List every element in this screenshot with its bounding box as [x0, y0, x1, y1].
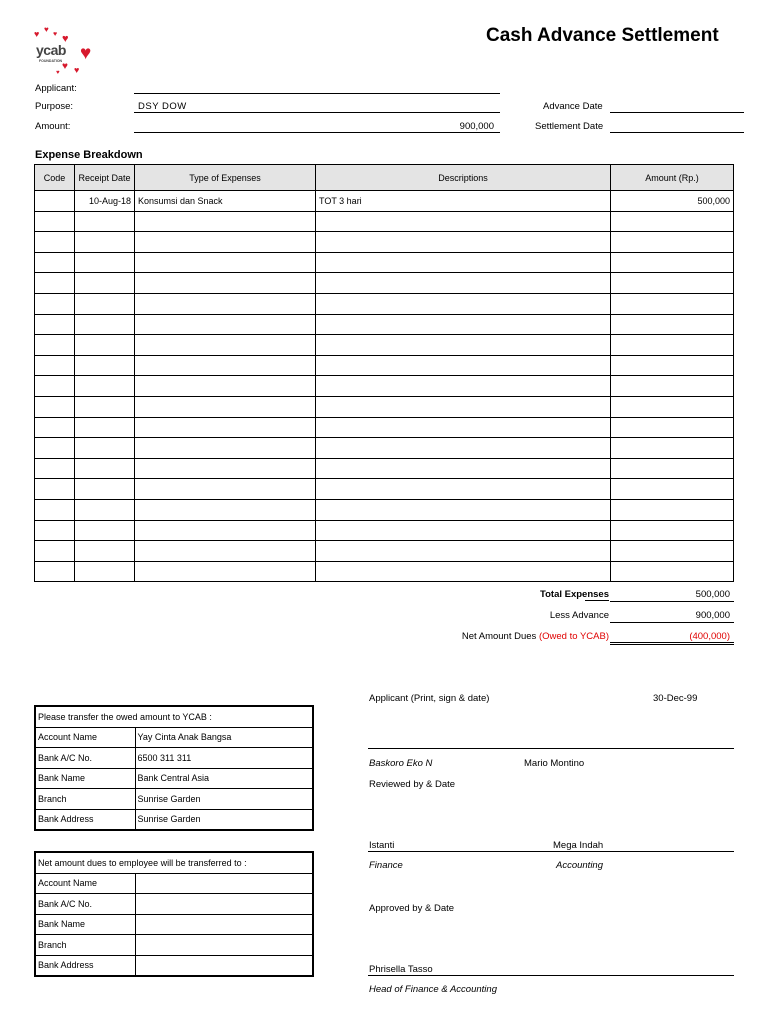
reviewer-1-name: Istanti [369, 840, 395, 851]
approved-label: Approved by & Date [369, 903, 455, 914]
receipt-date-cell[interactable] [75, 273, 135, 294]
advance-date-line [610, 112, 744, 113]
less-advance-line [610, 622, 734, 623]
ycab-transfer-value[interactable]: Bank Central Asia [135, 768, 313, 789]
type-cell[interactable] [135, 293, 316, 314]
expense-row [35, 520, 734, 541]
expense-row [35, 541, 734, 562]
amount-cell[interactable] [611, 396, 734, 417]
description-cell[interactable] [316, 458, 611, 479]
employee-transfer-label: Bank A/C No. [35, 894, 135, 915]
receipt-date-cell[interactable] [75, 314, 135, 335]
type-cell[interactable] [135, 211, 316, 232]
type-cell[interactable] [135, 438, 316, 459]
less-advance-label: Less Advance [549, 610, 609, 621]
expense-table-header [35, 165, 734, 191]
receipt-date-cell[interactable] [75, 479, 135, 500]
amount-line [134, 132, 500, 133]
type-cell[interactable]: Konsumsi dan Snack [135, 191, 316, 212]
heart-icon: ♥ [56, 70, 60, 76]
expense-row [35, 211, 734, 232]
receipt-date-cell[interactable] [75, 355, 135, 376]
amount-cell[interactable] [611, 273, 734, 294]
advance-date-label: Advance Date [543, 101, 603, 112]
net-amount-note: (Owed to YCAB) [538, 631, 609, 642]
receipt-date-cell[interactable] [75, 396, 135, 417]
type-cell[interactable] [135, 417, 316, 438]
net-amount-value: (400,000) [689, 631, 730, 642]
description-cell[interactable] [316, 479, 611, 500]
employee-transfer-row [35, 914, 313, 935]
code-cell[interactable] [35, 520, 75, 541]
heart-icon: ♥ [44, 25, 49, 34]
amount-cell[interactable] [611, 541, 734, 562]
receipt-date-cell[interactable] [75, 438, 135, 459]
expense-row [35, 376, 734, 397]
description-cell[interactable] [316, 355, 611, 376]
applicant-sign-line [368, 748, 734, 749]
amount-cell[interactable] [611, 314, 734, 335]
amount-cell[interactable] [611, 211, 734, 232]
code-cell[interactable] [35, 273, 75, 294]
heart-icon: ♥ [34, 29, 40, 39]
receipt-date-cell[interactable] [75, 520, 135, 541]
description-cell[interactable] [316, 335, 611, 356]
employee-transfer-value[interactable] [135, 935, 313, 956]
amount-cell[interactable] [611, 293, 734, 314]
expense-row [35, 232, 734, 253]
ycab-transfer-row [35, 809, 313, 830]
total-expenses-label: Total Expenses [540, 589, 609, 600]
code-cell[interactable] [35, 252, 75, 273]
total-underline [585, 600, 609, 601]
logo-subtext: FOUNDATION [39, 59, 63, 63]
ycab-transfer-table [34, 705, 314, 831]
type-cell[interactable] [135, 335, 316, 356]
employee-transfer-label: Branch [35, 935, 135, 956]
type-cell[interactable] [135, 499, 316, 520]
description-cell[interactable] [316, 252, 611, 273]
page-title: Cash Advance Settlement [486, 25, 719, 46]
expense-row [35, 293, 734, 314]
type-cell[interactable] [135, 273, 316, 294]
reviewed-label: Reviewed by & Date [369, 779, 456, 790]
type-cell[interactable] [135, 396, 316, 417]
employee-transfer-value[interactable] [135, 873, 313, 894]
net-amount-label: Net Amount Dues [461, 631, 537, 642]
description-cell[interactable] [316, 541, 611, 562]
applicant-label: Applicant: [35, 83, 77, 94]
code-cell[interactable] [35, 191, 75, 212]
ycab-transfer-label: Branch [35, 789, 135, 810]
ycab-transfer-value[interactable]: Sunrise Garden [135, 789, 313, 810]
description-cell[interactable]: TOT 3 hari [316, 191, 611, 212]
receipt-date-cell[interactable] [75, 458, 135, 479]
heart-icon: ♥ [62, 33, 69, 45]
ycab-transfer-label: Bank Address [35, 809, 135, 830]
type-cell[interactable] [135, 252, 316, 273]
col-header-amount: Amount (Rp.) [611, 165, 734, 191]
description-cell[interactable] [316, 211, 611, 232]
amount-field[interactable]: 900,000 [459, 121, 494, 132]
reviewer-sign-line [368, 851, 734, 852]
col-header-code: Code [35, 165, 75, 191]
employee-transfer-row [35, 873, 313, 894]
employee-transfer-row [35, 894, 313, 915]
employee-transfer-heading: Net amount dues to employee will be transferred to : [35, 852, 313, 873]
receipt-date-cell[interactable] [75, 252, 135, 273]
amount-cell[interactable] [611, 561, 734, 582]
approver-name: Phrisella Tasso [369, 964, 433, 975]
amount-cell[interactable] [611, 335, 734, 356]
code-cell[interactable] [35, 293, 75, 314]
heart-icon: ♥ [80, 43, 92, 64]
description-cell[interactable] [316, 438, 611, 459]
ycab-transfer-row [35, 727, 313, 748]
amount-cell[interactable] [611, 438, 734, 459]
total-expenses-value: 500,000 [695, 589, 730, 600]
code-cell[interactable] [35, 499, 75, 520]
code-cell[interactable] [35, 335, 75, 356]
type-cell[interactable] [135, 561, 316, 582]
receipt-date-cell[interactable] [75, 211, 135, 232]
type-cell[interactable] [135, 520, 316, 541]
col-header-descriptions: Descriptions [316, 165, 611, 191]
code-cell[interactable] [35, 479, 75, 500]
expense-row [35, 417, 734, 438]
receipt-date-cell[interactable] [75, 376, 135, 397]
code-cell[interactable] [35, 541, 75, 562]
receipt-date-cell[interactable]: 10-Aug-18 [75, 191, 135, 212]
type-cell[interactable] [135, 541, 316, 562]
expense-row [35, 479, 734, 500]
ycab-transfer-value[interactable]: Sunrise Garden [135, 809, 313, 830]
ycab-transfer-label: Bank Name [35, 768, 135, 789]
approver-sign-line [368, 975, 734, 976]
logo-text: ycab [36, 42, 66, 58]
amount-cell[interactable]: 500,000 [611, 191, 734, 212]
heart-icon: ♥ [74, 65, 80, 75]
ycab-transfer-row [35, 789, 313, 810]
applicant-sign-label: Applicant (Print, sign & date) [369, 693, 490, 704]
description-cell[interactable] [316, 376, 611, 397]
approver-role: Head of Finance & Accounting [369, 984, 497, 995]
less-advance-value: 900,000 [695, 610, 730, 621]
receipt-date-cell[interactable] [75, 561, 135, 582]
amount-cell[interactable] [611, 355, 734, 376]
type-cell[interactable] [135, 232, 316, 253]
reviewer-2-name: Mega Indah [553, 840, 604, 851]
code-cell[interactable] [35, 232, 75, 253]
description-cell[interactable] [316, 561, 611, 582]
employee-transfer-row [35, 935, 313, 956]
employee-transfer-label: Bank Address [35, 955, 135, 976]
amount-cell[interactable] [611, 458, 734, 479]
applicant-sign-date: 30-Dec-99 [653, 693, 698, 704]
expense-row [35, 458, 734, 479]
amount-cell[interactable] [611, 417, 734, 438]
expense-table [34, 164, 734, 582]
code-cell[interactable] [35, 458, 75, 479]
col-header-receipt-date-text: Receipt Date [78, 172, 131, 183]
receipt-date-cell[interactable] [75, 293, 135, 314]
ycab-transfer-label: Account Name [35, 727, 135, 748]
ycab-transfer-heading: Please transfer the owed amount to YCAB : [35, 706, 313, 727]
purpose-line [134, 112, 500, 113]
settlement-date-line [610, 132, 744, 133]
amount-cell[interactable] [611, 252, 734, 273]
applicant-name-2: Mario Montino [524, 758, 585, 769]
receipt-date-cell[interactable] [75, 417, 135, 438]
expense-row [35, 396, 734, 417]
description-cell[interactable] [316, 520, 611, 541]
code-cell[interactable] [35, 376, 75, 397]
type-cell[interactable] [135, 355, 316, 376]
receipt-date-cell[interactable] [75, 232, 135, 253]
heart-icon: ♥ [62, 61, 68, 72]
code-cell[interactable] [35, 417, 75, 438]
employee-transfer-value[interactable] [135, 894, 313, 915]
heart-icon: ♥ [53, 31, 58, 38]
amount-cell[interactable] [611, 479, 734, 500]
reviewer-1-role: Finance [369, 860, 403, 871]
description-cell[interactable] [316, 396, 611, 417]
net-amount-label-group [400, 631, 609, 642]
receipt-date-cell[interactable] [75, 499, 135, 520]
description-cell[interactable] [316, 273, 611, 294]
description-cell[interactable] [316, 314, 611, 335]
expense-row [35, 499, 734, 520]
expense-section-title: Expense Breakdown [35, 149, 143, 161]
ycab-logo [34, 25, 100, 80]
description-cell[interactable] [316, 232, 611, 253]
total-line [610, 601, 734, 602]
code-cell[interactable] [35, 355, 75, 376]
receipt-date-cell[interactable] [75, 335, 135, 356]
expense-row [35, 335, 734, 356]
employee-transfer-row [35, 955, 313, 976]
employee-transfer-table [34, 851, 314, 977]
expense-row [35, 191, 734, 212]
employee-transfer-value[interactable] [135, 914, 313, 935]
col-header-type: Type of Expenses [135, 165, 316, 191]
amount-cell[interactable] [611, 232, 734, 253]
expense-row [35, 355, 734, 376]
employee-transfer-value[interactable] [135, 955, 313, 976]
receipt-date-cell[interactable] [75, 541, 135, 562]
ycab-transfer-row [35, 768, 313, 789]
expense-row [35, 273, 734, 294]
settlement-date-label: Settlement Date [535, 121, 604, 132]
amount-label: Amount: [35, 121, 71, 132]
type-cell[interactable] [135, 458, 316, 479]
applicant-name-1: Baskoro Eko N [369, 758, 433, 769]
expense-row [35, 252, 734, 273]
code-cell[interactable] [35, 438, 75, 459]
expense-row [35, 438, 734, 459]
type-cell[interactable] [135, 479, 316, 500]
amount-cell[interactable] [611, 499, 734, 520]
code-cell[interactable] [35, 211, 75, 232]
reviewer-2-role: Accounting [556, 860, 604, 871]
code-cell[interactable] [35, 314, 75, 335]
ycab-transfer-label: Bank A/C No. [35, 748, 135, 769]
purpose-field[interactable]: DSY DOW [138, 101, 187, 112]
employee-transfer-label: Bank Name [35, 914, 135, 935]
ycab-transfer-row [35, 748, 313, 769]
ycab-transfer-value[interactable]: 6500 311 311 [135, 748, 313, 769]
type-cell[interactable] [135, 314, 316, 335]
net-amount-double-line [610, 642, 734, 645]
code-cell[interactable] [35, 561, 75, 582]
col-header-receipt-date [75, 165, 135, 191]
code-cell[interactable] [35, 396, 75, 417]
expense-row [35, 314, 734, 335]
type-cell[interactable] [135, 376, 316, 397]
purpose-label: Purpose: [35, 101, 74, 112]
description-cell[interactable] [316, 499, 611, 520]
description-cell[interactable] [316, 293, 611, 314]
amount-cell[interactable] [611, 520, 734, 541]
employee-transfer-label: Account Name [35, 873, 135, 894]
expense-row [35, 561, 734, 582]
applicant-line [134, 93, 500, 94]
amount-cell[interactable] [611, 376, 734, 397]
description-cell[interactable] [316, 417, 611, 438]
ycab-transfer-value[interactable]: Yay Cinta Anak Bangsa [135, 727, 313, 748]
